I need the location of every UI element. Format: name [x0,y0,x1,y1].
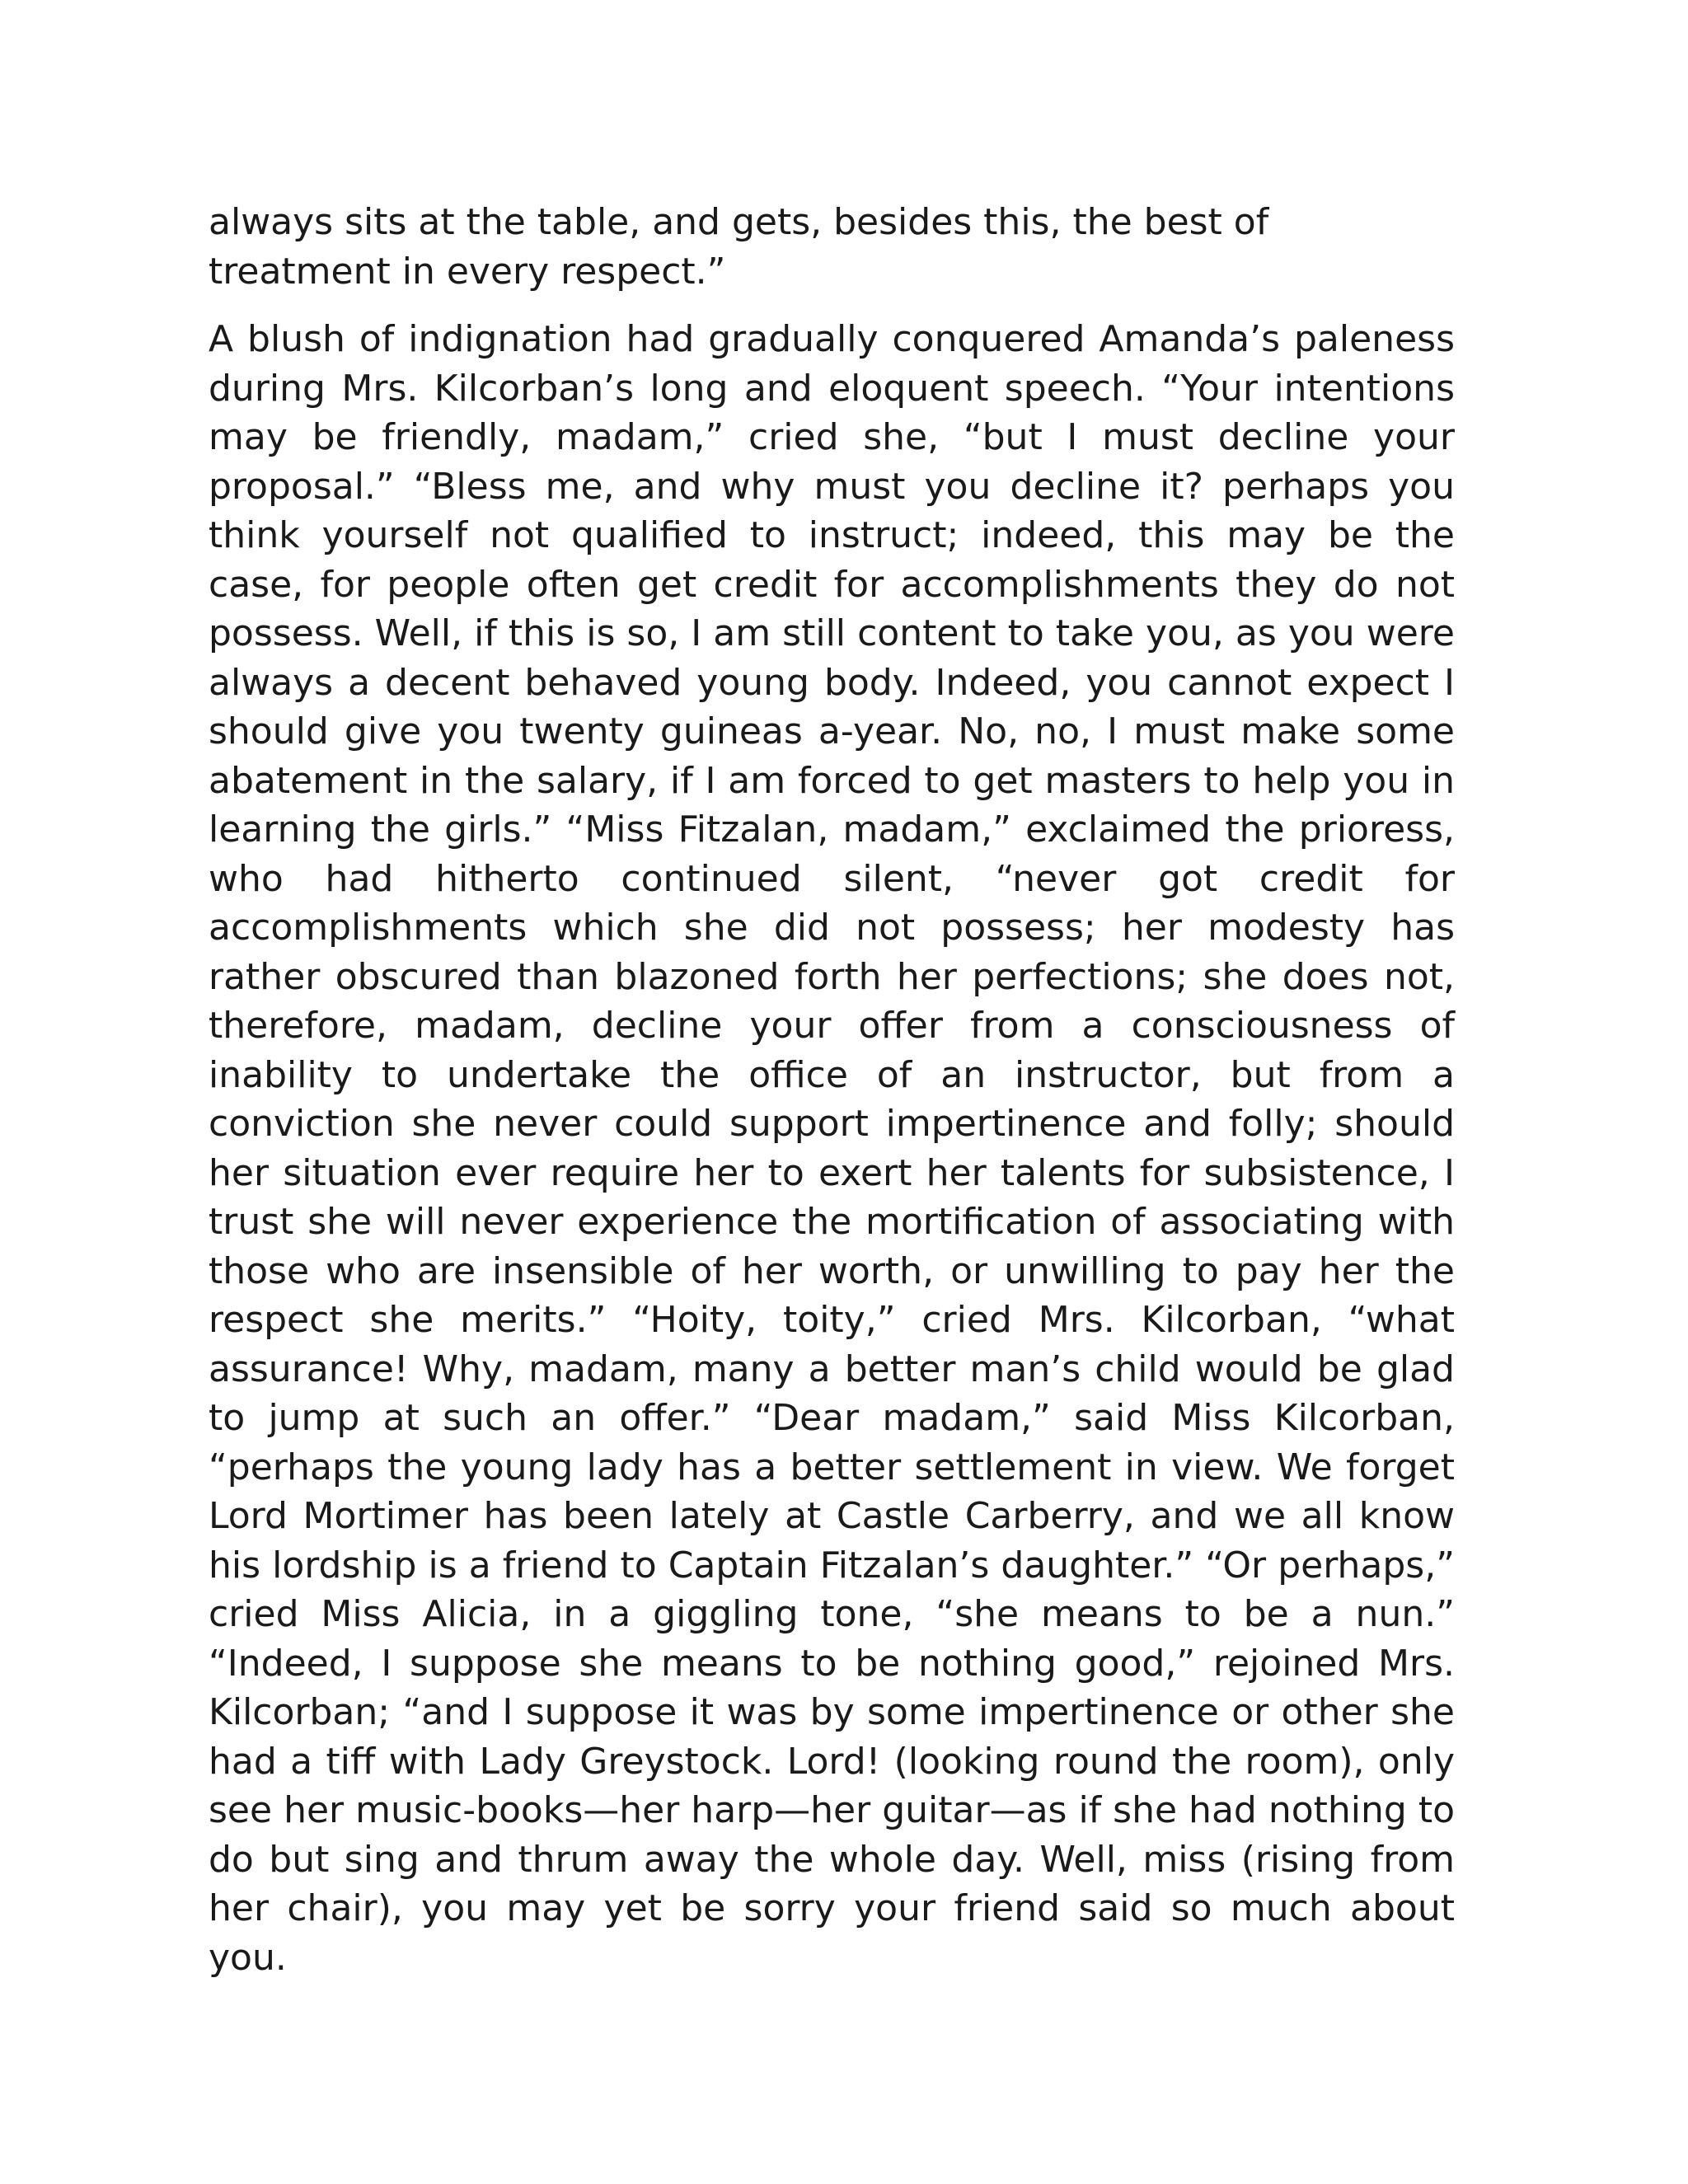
paragraph-continuation: always sits at the table, and gets, besides this, the best of treatment in every respect.” [209,201,1269,293]
paragraph-main: A blush of indignation had gradually conquered Amanda’s paleness during Mrs. Kilcorban’s long and eloquent speech. “Your intentions may be friendly, madam,” cried she, “but I must decline your proposal.” “Bless me, and why must you decline it? perhaps you think yourself not qualified to instruct; indeed, this may be the case, for people often get credit for accomplishments they do not possess. Well, if this is so, I am still content to take you, as you were always a decent behaved young body. Indeed, you cannot expect I should give you twenty guineas a-year. No, no, I must make some abatement in the salary, if I am forced to get masters to help you in learning the girls.” “Miss Fitzalan, madam,” exclaimed the prioress, who had hitherto continued silent, “never got credit for accomplishments which she did not possess; her modesty has rather obscured than blazoned forth her perfections; she does not, therefore, madam, decline your offer from a consciousness of inability to undertake the office of an instructor, but from a conviction she never could support impertinence and folly; should her situation ever require her to exert her talents for subsistence, I trust she will never experience the mortification of associating with those who are insensible of her worth, or unwilling to pay her the respect she merits.” “Hoity, toity,” cried Mrs. Kilcorban, “what assurance! Why, madam, many a better man’s child would be glad to jump at such an offer.” “Dear madam,” said Miss Kilcorban, “perhaps the young lady has a better settlement in view. We forget Lord Mortimer has been lately at Castle Carberry, and we all know his lordship is a friend to Captain Fitzalan’s daughter.” “Or perhaps,” cried Miss Alicia, in a giggling tone, “she means to be a nun.” “Indeed, I suppose she means to be nothing good,” rejoined Mrs. Kilcorban; “and I suppose it was by some impertinence or other she had a tiff with Lady Greystock. Lord! (looking round the room), only see her music-books—her harp—her guitar—as if she had nothing to do but sing and thrum away the whole day. Well, miss (rising from her chair), you may yet be sorry your friend said so much about you. [209,318,1455,1979]
document-page [209,198,1455,1982]
